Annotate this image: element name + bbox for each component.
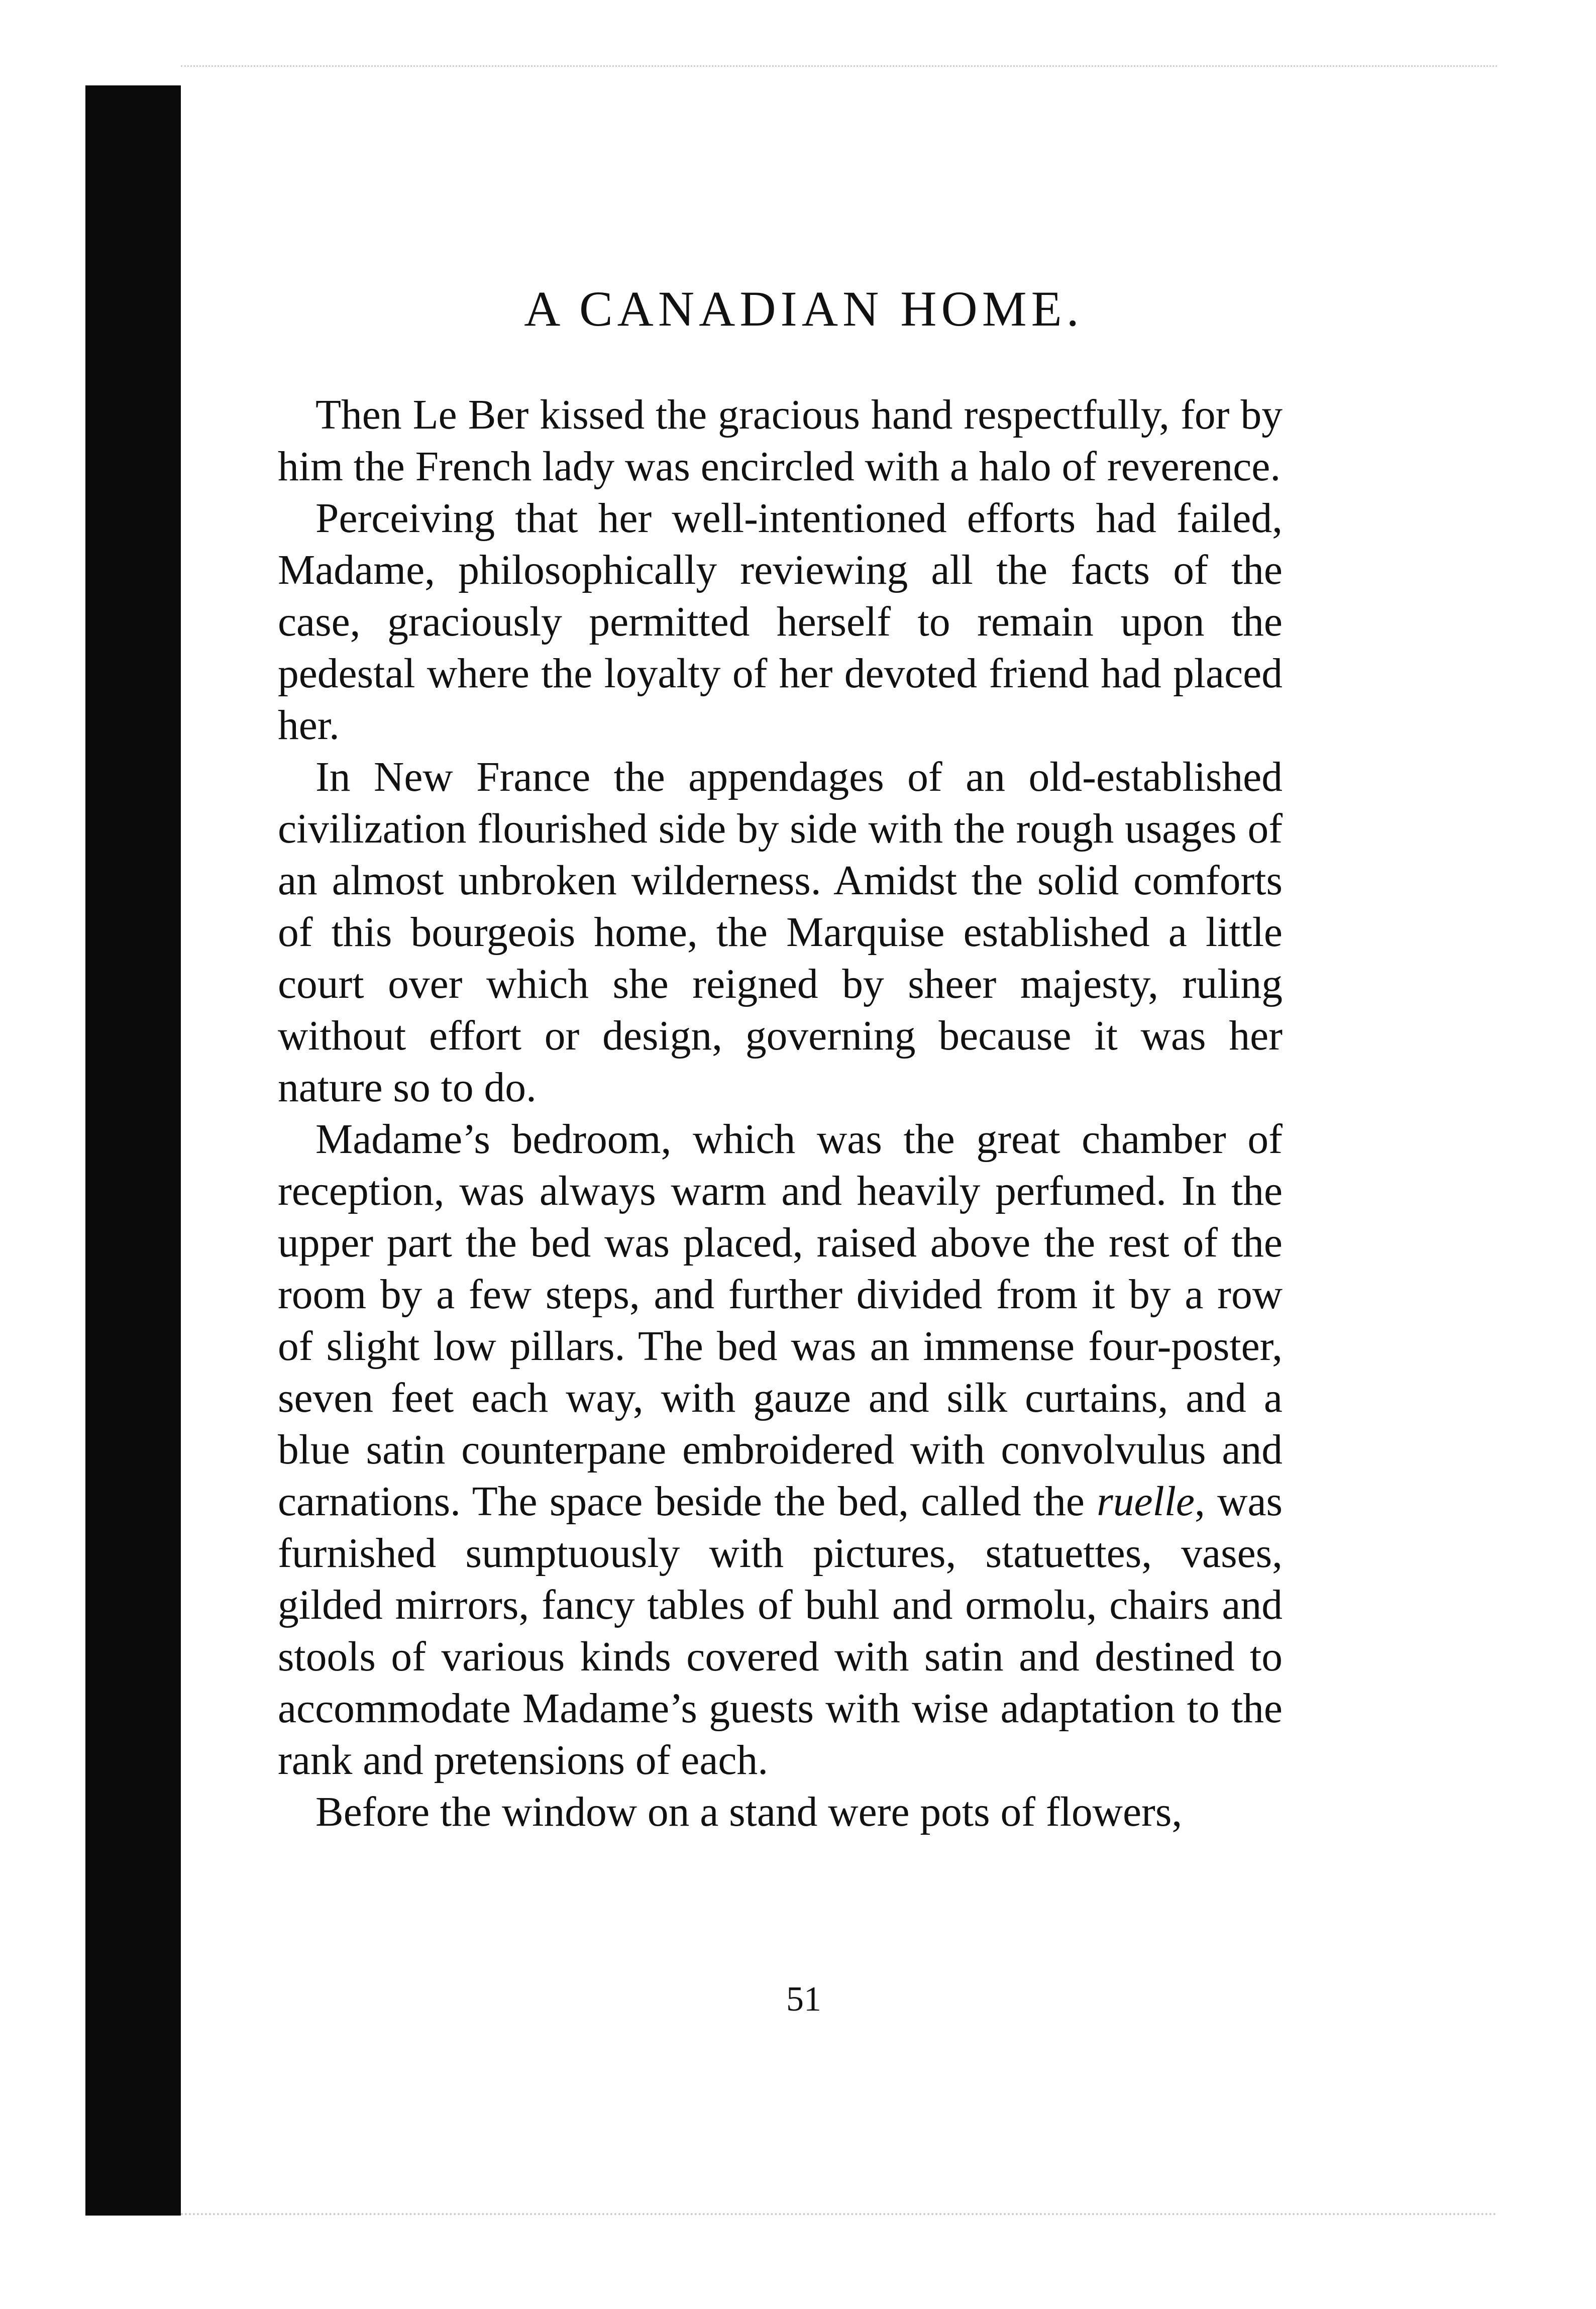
- paragraph-5: Before the window on a stand were pots of flowers,: [315, 1789, 1183, 1835]
- page-number: 51: [786, 1980, 821, 2019]
- body-text: [278, 389, 1283, 1838]
- running-head: A CANADIAN HOME.: [524, 281, 1084, 337]
- italic-term-ruelle: ruelle: [1097, 1479, 1195, 1525]
- paragraph-3: In New France the appendages of an old-established civilization flourished side by side with the rough usages of an almost unbroken wilderness. Amidst the solid comforts of this bourgeois home, the Marquise established a little court over which she reigned by sheer majesty, ruling without effort or design, governing because it was her nature so to do.: [278, 754, 1283, 1111]
- book-spine-shadow: [85, 85, 181, 2216]
- paragraph-4-start: Madame’s bedroom, which was the great chamber of reception, was always warm and heavily perfumed. In the upper part the bed was placed, raised above the rest of the room by a few steps, and further divided from it by a row of slight low pillars. The bed was an immense four-poster, seven feet each way, with gauze and silk curtains, and a blue satin counterpane embroidered with convolvulus and carnations. The space beside the bed, called the: [278, 1116, 1283, 1525]
- paragraph-2: Perceiving that her well-intentioned efforts had failed, Madame, philosophically reviewing all the facts of the case, graciously permitted herself to remain upon the pedestal where the loyalty of her devoted friend had placed her.: [278, 495, 1283, 749]
- scan-noise-bottom: [181, 2213, 1497, 2245]
- paragraph-4: [278, 1114, 1283, 1787]
- paragraph-1: Then Le Ber kissed the gracious hand respectfully, for by him the French lady was encircled with a halo of reverence.: [278, 392, 1283, 490]
- paragraph-4-end: , was furnished sumptuously with pictures, statuettes, vases, gilded mirrors, fancy tables of buhl and ormolu, chairs and stools of various kinds covered with satin and destined to accommodate Madame’s guests with wise adaptation to the rank and pretensions of each.: [278, 1479, 1283, 1783]
- scan-noise-top: [181, 65, 1497, 97]
